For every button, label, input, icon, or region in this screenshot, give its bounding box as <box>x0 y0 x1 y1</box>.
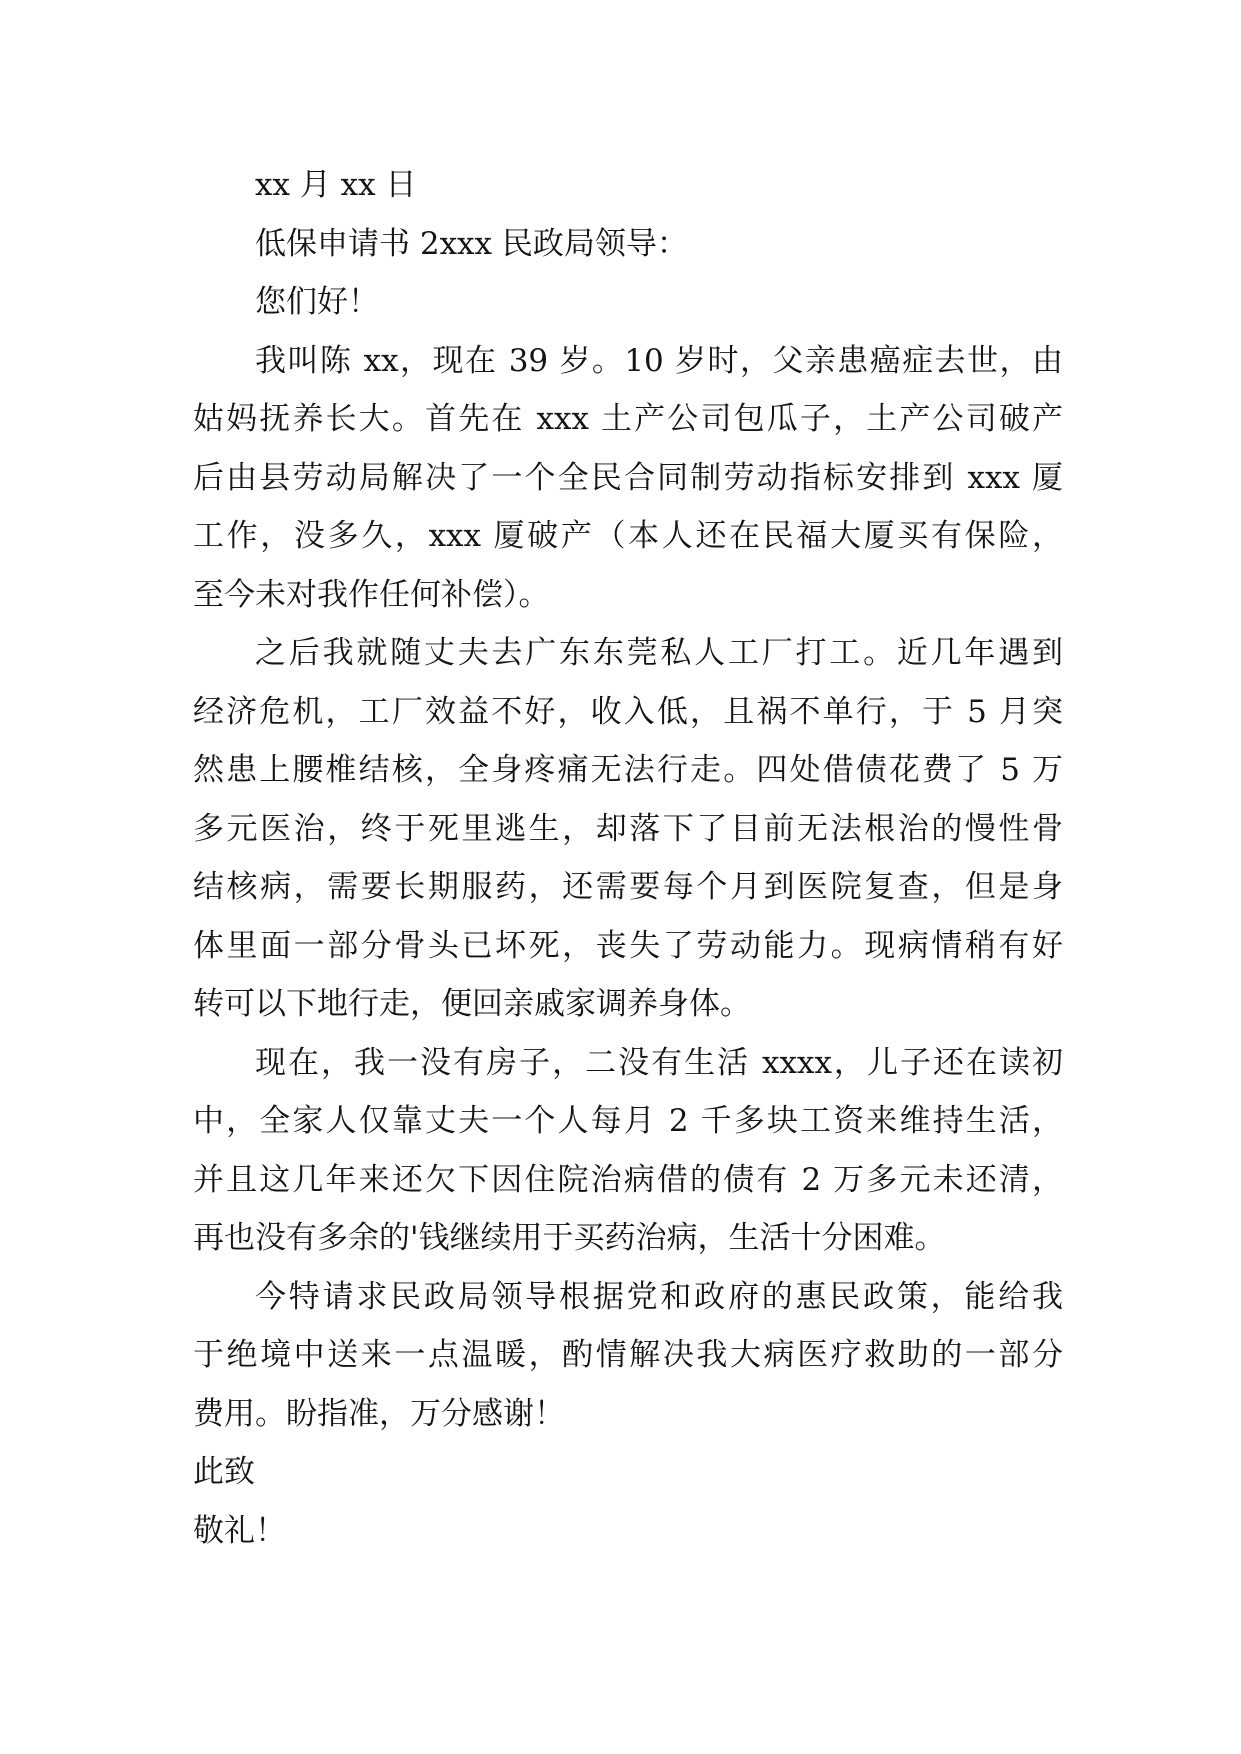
paragraph-2-line-3: 然患上腰椎结核，全身疼痛无法行走。四处借债花费了 5 万 <box>193 752 1063 788</box>
paragraph-3-line-3: 并且这几年来还欠下因住院治病借的债有 2 万多元未还清， <box>193 1161 1063 1198</box>
paragraph-2-line-7: 转可以下地行走，便回亲戚家调养身体。 <box>193 986 751 1022</box>
paragraph-1-line-3: 后由县劳动局解决了一个全民合同制劳动指标安排到 xxx 厦 <box>193 459 1063 496</box>
paragraph-4 <box>193 1268 1063 1444</box>
paragraph-1-line-2: 姑妈抚养长大。首先在 xxx 土产公司包瓜子，土产公司破产 <box>193 401 1063 437</box>
letter-text <box>193 156 1063 1560</box>
closing-line: 此致 <box>193 1454 255 1490</box>
date-line: xx 月 xx 日 <box>255 167 417 203</box>
paragraph-4-line-3: 费用。盼指准，万分感谢！ <box>193 1395 565 1432</box>
paragraph-2-line-5: 结核病，需要长期服药，还需要每个月到医院复查，但是身 <box>193 869 1063 905</box>
paragraph-3-line-1: 现在，我一没有房子，二没有生活 xxxx，儿子还在读初 <box>255 1044 1063 1081</box>
paragraph-4-line-1: 今特请求民政局领导根据党和政府的惠民政策，能给我 <box>255 1278 1063 1315</box>
paragraph-2 <box>193 624 1063 1034</box>
paragraph-3-line-2: 中，全家人仅靠丈夫一个人每月 2 千多块工资来维持生活， <box>193 1103 1063 1139</box>
paragraph-1 <box>193 332 1063 625</box>
paragraph-1-line-1: 我叫陈 xx，现在 39 岁。10 岁时，父亲患癌症去世，由 <box>255 342 1063 379</box>
greeting-line: 您们好！ <box>255 284 379 320</box>
paragraph-2-line-6: 体里面一部分骨头已坏死，丧失了劳动能力。现病情稍有好 <box>193 927 1063 964</box>
paragraph-1-line-5: 至今未对我作任何补偿）。 <box>193 576 550 613</box>
title-salutation-line: 低保申请书 2xxx 民政局领导： <box>255 225 688 262</box>
paragraph-3-line-4: 再也没有多余的'钱继续用于买药治病，生活十分困难。 <box>193 1220 946 1256</box>
paragraph-2-line-4: 多元医治，终于死里逃生，却落下了目前无法根治的慢性骨 <box>193 810 1063 847</box>
paragraph-2-line-2: 经济危机，工厂效益不好，收入低，且祸不单行，于 5 月突 <box>193 693 1063 730</box>
paragraph-3 <box>193 1034 1063 1268</box>
closing-salute-line: 敬礼！ <box>193 1512 286 1549</box>
paragraph-4-line-2: 于绝境中送来一点温暖，酌情解决我大病医疗救助的一部分 <box>193 1337 1063 1373</box>
paragraph-2-line-1: 之后我就随丈夫去广东东莞私人工厂打工。近几年遇到 <box>255 635 1063 671</box>
paragraph-1-line-4: 工作，没多久，xxx 厦破产（本人还在民福大厦买有保险， <box>193 518 1063 554</box>
